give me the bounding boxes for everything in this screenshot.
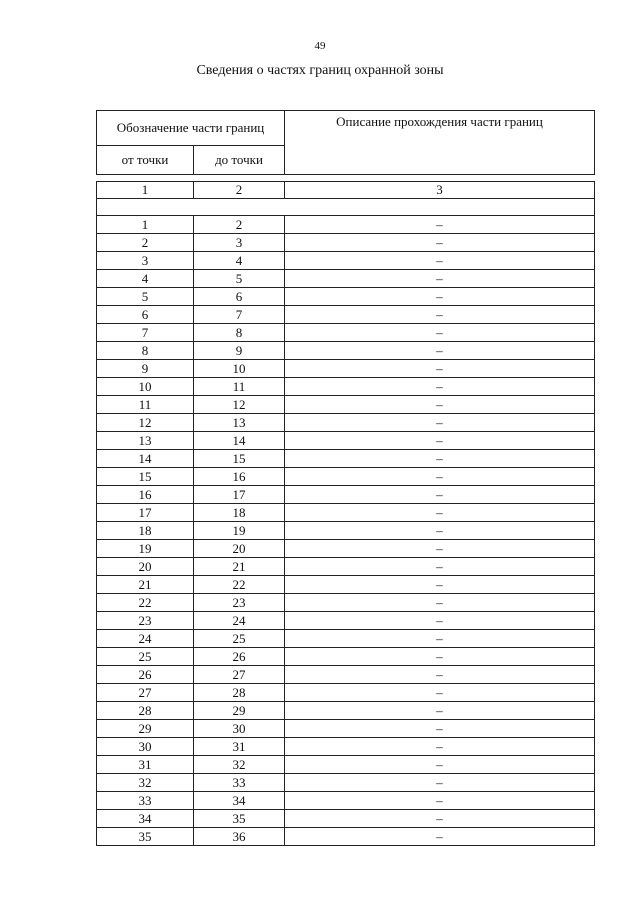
from-point-cell: 33 <box>97 792 194 810</box>
from-point-cell: 6 <box>97 306 194 324</box>
table-row <box>97 684 595 702</box>
to-point-cell: 3 <box>194 234 285 252</box>
table-row <box>97 288 595 306</box>
description-cell: – <box>285 702 595 720</box>
from-point-cell: 5 <box>97 288 194 306</box>
from-point-cell: 26 <box>97 666 194 684</box>
from-point-cell: 12 <box>97 414 194 432</box>
table-row <box>97 720 595 738</box>
table-row <box>97 774 595 792</box>
to-point-cell: 8 <box>194 324 285 342</box>
header-description: Описание прохождения части границ <box>285 111 595 175</box>
description-cell: – <box>285 540 595 558</box>
description-cell: – <box>285 630 595 648</box>
from-point-cell: 13 <box>97 432 194 450</box>
description-cell: – <box>285 414 595 432</box>
from-point-cell: 20 <box>97 558 194 576</box>
from-point-cell: 10 <box>97 378 194 396</box>
table-row <box>97 522 595 540</box>
description-cell: – <box>285 486 595 504</box>
to-point-cell: 17 <box>194 486 285 504</box>
to-point-cell: 24 <box>194 612 285 630</box>
from-point-cell: 15 <box>97 468 194 486</box>
from-point-cell: 11 <box>97 396 194 414</box>
from-point-cell: 25 <box>97 648 194 666</box>
description-cell: – <box>285 342 595 360</box>
from-point-cell: 1 <box>97 216 194 234</box>
from-point-cell: 9 <box>97 360 194 378</box>
description-cell: – <box>285 792 595 810</box>
from-point-cell: 7 <box>97 324 194 342</box>
description-cell: – <box>285 576 595 594</box>
description-cell: – <box>285 468 595 486</box>
from-point-cell: 30 <box>97 738 194 756</box>
to-point-cell: 31 <box>194 738 285 756</box>
description-cell: – <box>285 234 595 252</box>
description-cell: – <box>285 828 595 846</box>
to-point-cell: 21 <box>194 558 285 576</box>
table-row <box>97 306 595 324</box>
table-row <box>97 630 595 648</box>
section-separator-row <box>97 199 595 216</box>
table-row <box>97 612 595 630</box>
table-row <box>97 702 595 720</box>
header-from-point: от точки <box>97 146 194 175</box>
from-point-cell: 14 <box>97 450 194 468</box>
column-number: 2 <box>194 182 285 199</box>
description-cell: – <box>285 594 595 612</box>
to-point-cell: 16 <box>194 468 285 486</box>
to-point-cell: 11 <box>194 378 285 396</box>
description-cell: – <box>285 648 595 666</box>
table-row <box>97 342 595 360</box>
table-row <box>97 360 595 378</box>
to-point-cell: 36 <box>194 828 285 846</box>
to-point-cell: 5 <box>194 270 285 288</box>
to-point-cell: 9 <box>194 342 285 360</box>
table-row <box>97 666 595 684</box>
description-cell: – <box>285 360 595 378</box>
table-body <box>97 216 595 846</box>
description-cell: – <box>285 756 595 774</box>
description-cell: – <box>285 738 595 756</box>
to-point-cell: 30 <box>194 720 285 738</box>
description-cell: – <box>285 306 595 324</box>
description-cell: – <box>285 288 595 306</box>
from-point-cell: 19 <box>97 540 194 558</box>
to-point-cell: 14 <box>194 432 285 450</box>
from-point-cell: 24 <box>97 630 194 648</box>
from-point-cell: 31 <box>97 756 194 774</box>
to-point-cell: 18 <box>194 504 285 522</box>
from-point-cell: 4 <box>97 270 194 288</box>
table-row <box>97 252 595 270</box>
from-point-cell: 23 <box>97 612 194 630</box>
from-point-cell: 16 <box>97 486 194 504</box>
table-row <box>97 738 595 756</box>
table-row <box>97 414 595 432</box>
to-point-cell: 22 <box>194 576 285 594</box>
table-row <box>97 378 595 396</box>
to-point-cell: 27 <box>194 666 285 684</box>
table-row <box>97 270 595 288</box>
to-point-cell: 15 <box>194 450 285 468</box>
to-point-cell: 25 <box>194 630 285 648</box>
to-point-cell: 34 <box>194 792 285 810</box>
document-title: Сведения о частях границ охранной зоны <box>196 63 444 78</box>
header-designation: Обозначение части границ <box>97 111 285 146</box>
from-point-cell: 28 <box>97 702 194 720</box>
description-cell: – <box>285 810 595 828</box>
table-row <box>97 792 595 810</box>
from-point-cell: 18 <box>97 522 194 540</box>
description-cell: – <box>285 252 595 270</box>
from-point-cell: 3 <box>97 252 194 270</box>
description-cell: – <box>285 216 595 234</box>
table-row <box>97 648 595 666</box>
to-point-cell: 28 <box>194 684 285 702</box>
description-cell: – <box>285 324 595 342</box>
description-cell: – <box>285 504 595 522</box>
table-row <box>97 756 595 774</box>
from-point-cell: 22 <box>97 594 194 612</box>
to-point-cell: 7 <box>194 306 285 324</box>
table-row <box>97 450 595 468</box>
table-row <box>97 828 595 846</box>
table-row <box>97 558 595 576</box>
to-point-cell: 29 <box>194 702 285 720</box>
description-cell: – <box>285 450 595 468</box>
description-cell: – <box>285 684 595 702</box>
description-cell: – <box>285 378 595 396</box>
boundary-parts-table <box>96 110 595 846</box>
from-point-cell: 21 <box>97 576 194 594</box>
to-point-cell: 19 <box>194 522 285 540</box>
page-number: 49 <box>314 40 326 52</box>
table-row <box>97 432 595 450</box>
table-row <box>97 540 595 558</box>
from-point-cell: 34 <box>97 810 194 828</box>
to-point-cell: 33 <box>194 774 285 792</box>
from-point-cell: 35 <box>97 828 194 846</box>
table-row <box>97 234 595 252</box>
column-number: 3 <box>285 182 595 199</box>
description-cell: – <box>285 270 595 288</box>
table-row <box>97 216 595 234</box>
description-cell: – <box>285 612 595 630</box>
to-point-cell: 26 <box>194 648 285 666</box>
to-point-cell: 32 <box>194 756 285 774</box>
table-row <box>97 504 595 522</box>
from-point-cell: 32 <box>97 774 194 792</box>
to-point-cell: 20 <box>194 540 285 558</box>
to-point-cell: 10 <box>194 360 285 378</box>
table-row <box>97 468 595 486</box>
table-row <box>97 486 595 504</box>
to-point-cell: 2 <box>194 216 285 234</box>
from-point-cell: 8 <box>97 342 194 360</box>
column-number: 1 <box>97 182 194 199</box>
table-row <box>97 324 595 342</box>
to-point-cell: 23 <box>194 594 285 612</box>
header-gap <box>97 175 595 182</box>
table-row <box>97 594 595 612</box>
description-cell: – <box>285 666 595 684</box>
from-point-cell: 27 <box>97 684 194 702</box>
description-cell: – <box>285 720 595 738</box>
table-row <box>97 396 595 414</box>
to-point-cell: 35 <box>194 810 285 828</box>
from-point-cell: 29 <box>97 720 194 738</box>
description-cell: – <box>285 774 595 792</box>
to-point-cell: 12 <box>194 396 285 414</box>
to-point-cell: 13 <box>194 414 285 432</box>
description-cell: – <box>285 396 595 414</box>
description-cell: – <box>285 432 595 450</box>
table-row <box>97 576 595 594</box>
description-cell: – <box>285 558 595 576</box>
header-to-point: до точки <box>194 146 285 175</box>
to-point-cell: 6 <box>194 288 285 306</box>
from-point-cell: 2 <box>97 234 194 252</box>
description-cell: – <box>285 522 595 540</box>
to-point-cell: 4 <box>194 252 285 270</box>
from-point-cell: 17 <box>97 504 194 522</box>
table-row <box>97 810 595 828</box>
